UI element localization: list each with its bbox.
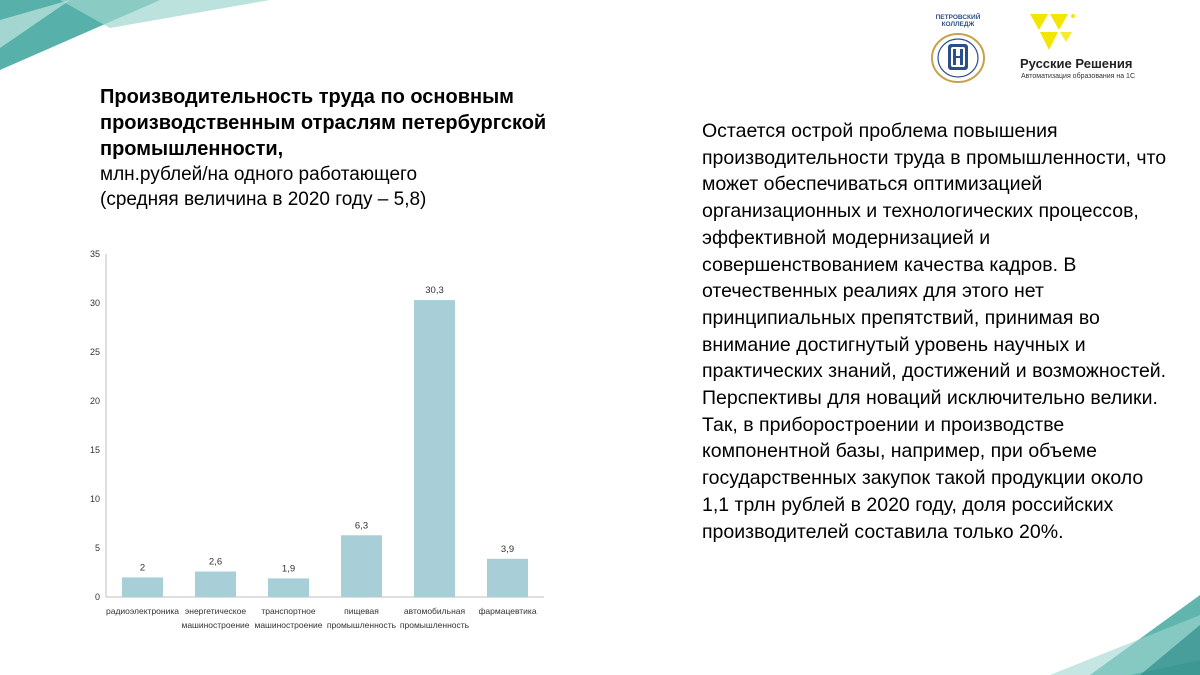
bar-value-label: 2 <box>139 562 146 574</box>
chart-unit: млн.рублей/на одного работающего <box>100 164 418 185</box>
y-tick-label: 25 <box>89 347 100 357</box>
bar-chart <box>84 240 564 650</box>
y-tick-label: 0 <box>94 592 100 602</box>
chart-note: (средняя величина в 2020 году – 5,8) <box>100 189 427 210</box>
x-category-label: машиностроение <box>254 620 323 630</box>
bar-value-label: 1,9 <box>281 563 296 575</box>
x-category-label: фармацевтика <box>478 606 537 616</box>
bar <box>268 578 309 597</box>
bar-value-label: 3,9 <box>500 543 515 555</box>
bar <box>122 577 163 597</box>
partner-name: Русские Решения <box>1020 56 1133 71</box>
bar <box>414 300 455 597</box>
x-category-label: автомобильная <box>403 606 466 616</box>
russkie-resheniya-logo-icon <box>1028 12 1078 54</box>
logos-area <box>920 10 1160 90</box>
y-tick-label: 30 <box>89 298 100 308</box>
x-category-label: промышленность <box>326 620 397 630</box>
x-category-label: транспортное <box>261 606 316 616</box>
y-tick-label: 10 <box>89 494 100 504</box>
chart-title: Производительность труда по основным производственным отраслям петербургской промышленности, <box>100 86 547 160</box>
x-category-label: пищевая <box>344 606 379 616</box>
x-category-label: энергетическое <box>184 606 247 616</box>
body-text: Остается острой проблема повышения производительности труда в промышленности, что может обеспечиваться оптимизацией организационных и технологических процессов, эффективной модернизацией и совершенствованием качества кадров. В отечественных реалиях для этого нет принципиальных препятствий, принимая во внимание достигнутый уровень научных и практических знаний, достижений и возможностей. Перспективы для новаций исключительно велики. Так, в приборостроении и производстве компонентной базы, например, при объеме государственных закупок такой продукции около 1,1 трлн рублей в 2020 году, доля российских производителей составила только 20%. <box>702 120 1167 543</box>
bar-value-label: 6,3 <box>354 520 369 532</box>
bar <box>487 559 528 597</box>
x-category-label: машиностроение <box>181 620 250 630</box>
partner-tagline: Автоматизация образования на 1С <box>1021 73 1136 80</box>
chart-title-block <box>100 84 620 212</box>
x-category-label: промышленность <box>399 620 470 630</box>
y-tick-label: 5 <box>94 543 100 553</box>
bar <box>341 535 382 597</box>
y-tick-label: 20 <box>89 396 100 406</box>
y-tick-label: 35 <box>89 249 100 259</box>
bar <box>195 572 236 597</box>
bar-value-label: 30,3 <box>425 285 444 297</box>
bar-value-label: 2,6 <box>208 556 223 568</box>
x-category-label: радиоэлектроника <box>106 606 179 616</box>
college-logo-name: ПЕТРОВСКИЙ КОЛЛЕДЖ <box>935 14 981 28</box>
y-tick-label: 15 <box>89 445 100 455</box>
college-emblem-icon <box>920 10 996 86</box>
college-logo <box>920 10 996 86</box>
